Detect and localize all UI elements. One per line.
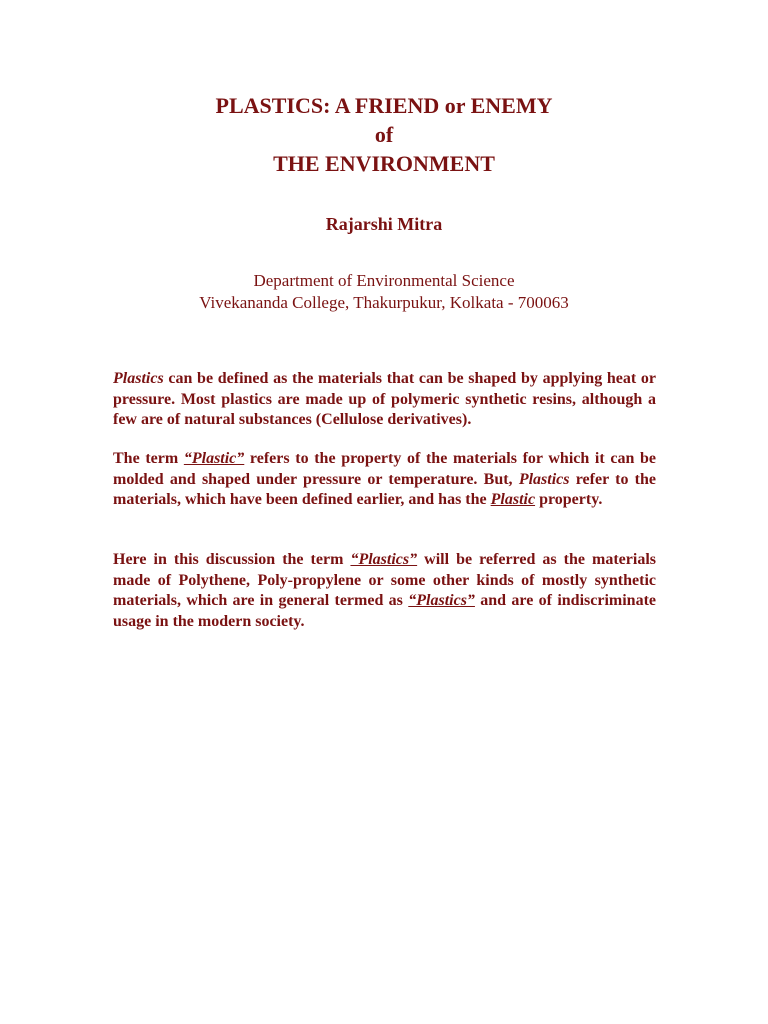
paragraph-text: will be referred as the materials made of Polythene, Poly-propylene or some other kinds of mostly synthetic materials, which are in general termed as bbox=[113, 551, 656, 609]
paragraph-scope bbox=[113, 550, 656, 632]
paragraph-text: and are of indiscriminate usage in the modern society. bbox=[113, 592, 657, 630]
paragraph-definition bbox=[113, 369, 656, 431]
paragraph-term-meaning bbox=[113, 449, 656, 511]
author-affiliation bbox=[0, 270, 768, 314]
term-plastic-quoted: “Plastic” bbox=[183, 450, 245, 467]
paragraph-text: refers to the property of the materials for which it can be molded and shaped under pressure or temperature. But, bbox=[113, 450, 657, 488]
term-plastics: Plastics bbox=[113, 370, 164, 387]
paragraph-text: Here in this discussion the term bbox=[113, 551, 351, 568]
term-plastics-quoted: “Plastics” bbox=[350, 551, 418, 568]
title-line-2: of bbox=[374, 122, 394, 147]
author-name: Rajarshi Mitra bbox=[325, 214, 443, 234]
term-plastics-quoted: “Plastics” bbox=[408, 592, 475, 609]
paragraph-text: refer to the materials, which have been defined earlier, and has the bbox=[113, 470, 657, 508]
college-address: Vivekananda College, Thakurpukur, Kolkata - 700063 bbox=[199, 293, 569, 312]
title-line-1: PLASTICS: A FRIEND or ENEMY bbox=[215, 93, 553, 118]
paragraph-text: The term bbox=[113, 450, 184, 467]
paragraph-text: property. bbox=[535, 491, 603, 508]
paragraph-text: can be defined as the materials that can be shaped by applying heat or pressure. Most plastics are made up of polymeric synthetic resins, although a few are of natural substances (Cellulose derivatives). bbox=[113, 370, 656, 428]
term-plastics: Plastics bbox=[518, 470, 570, 488]
document-title bbox=[0, 91, 768, 178]
title-line-3: THE ENVIRONMENT bbox=[273, 151, 495, 176]
term-plastic: Plastic bbox=[490, 491, 536, 508]
department-name: Department of Environmental Science bbox=[253, 271, 515, 290]
